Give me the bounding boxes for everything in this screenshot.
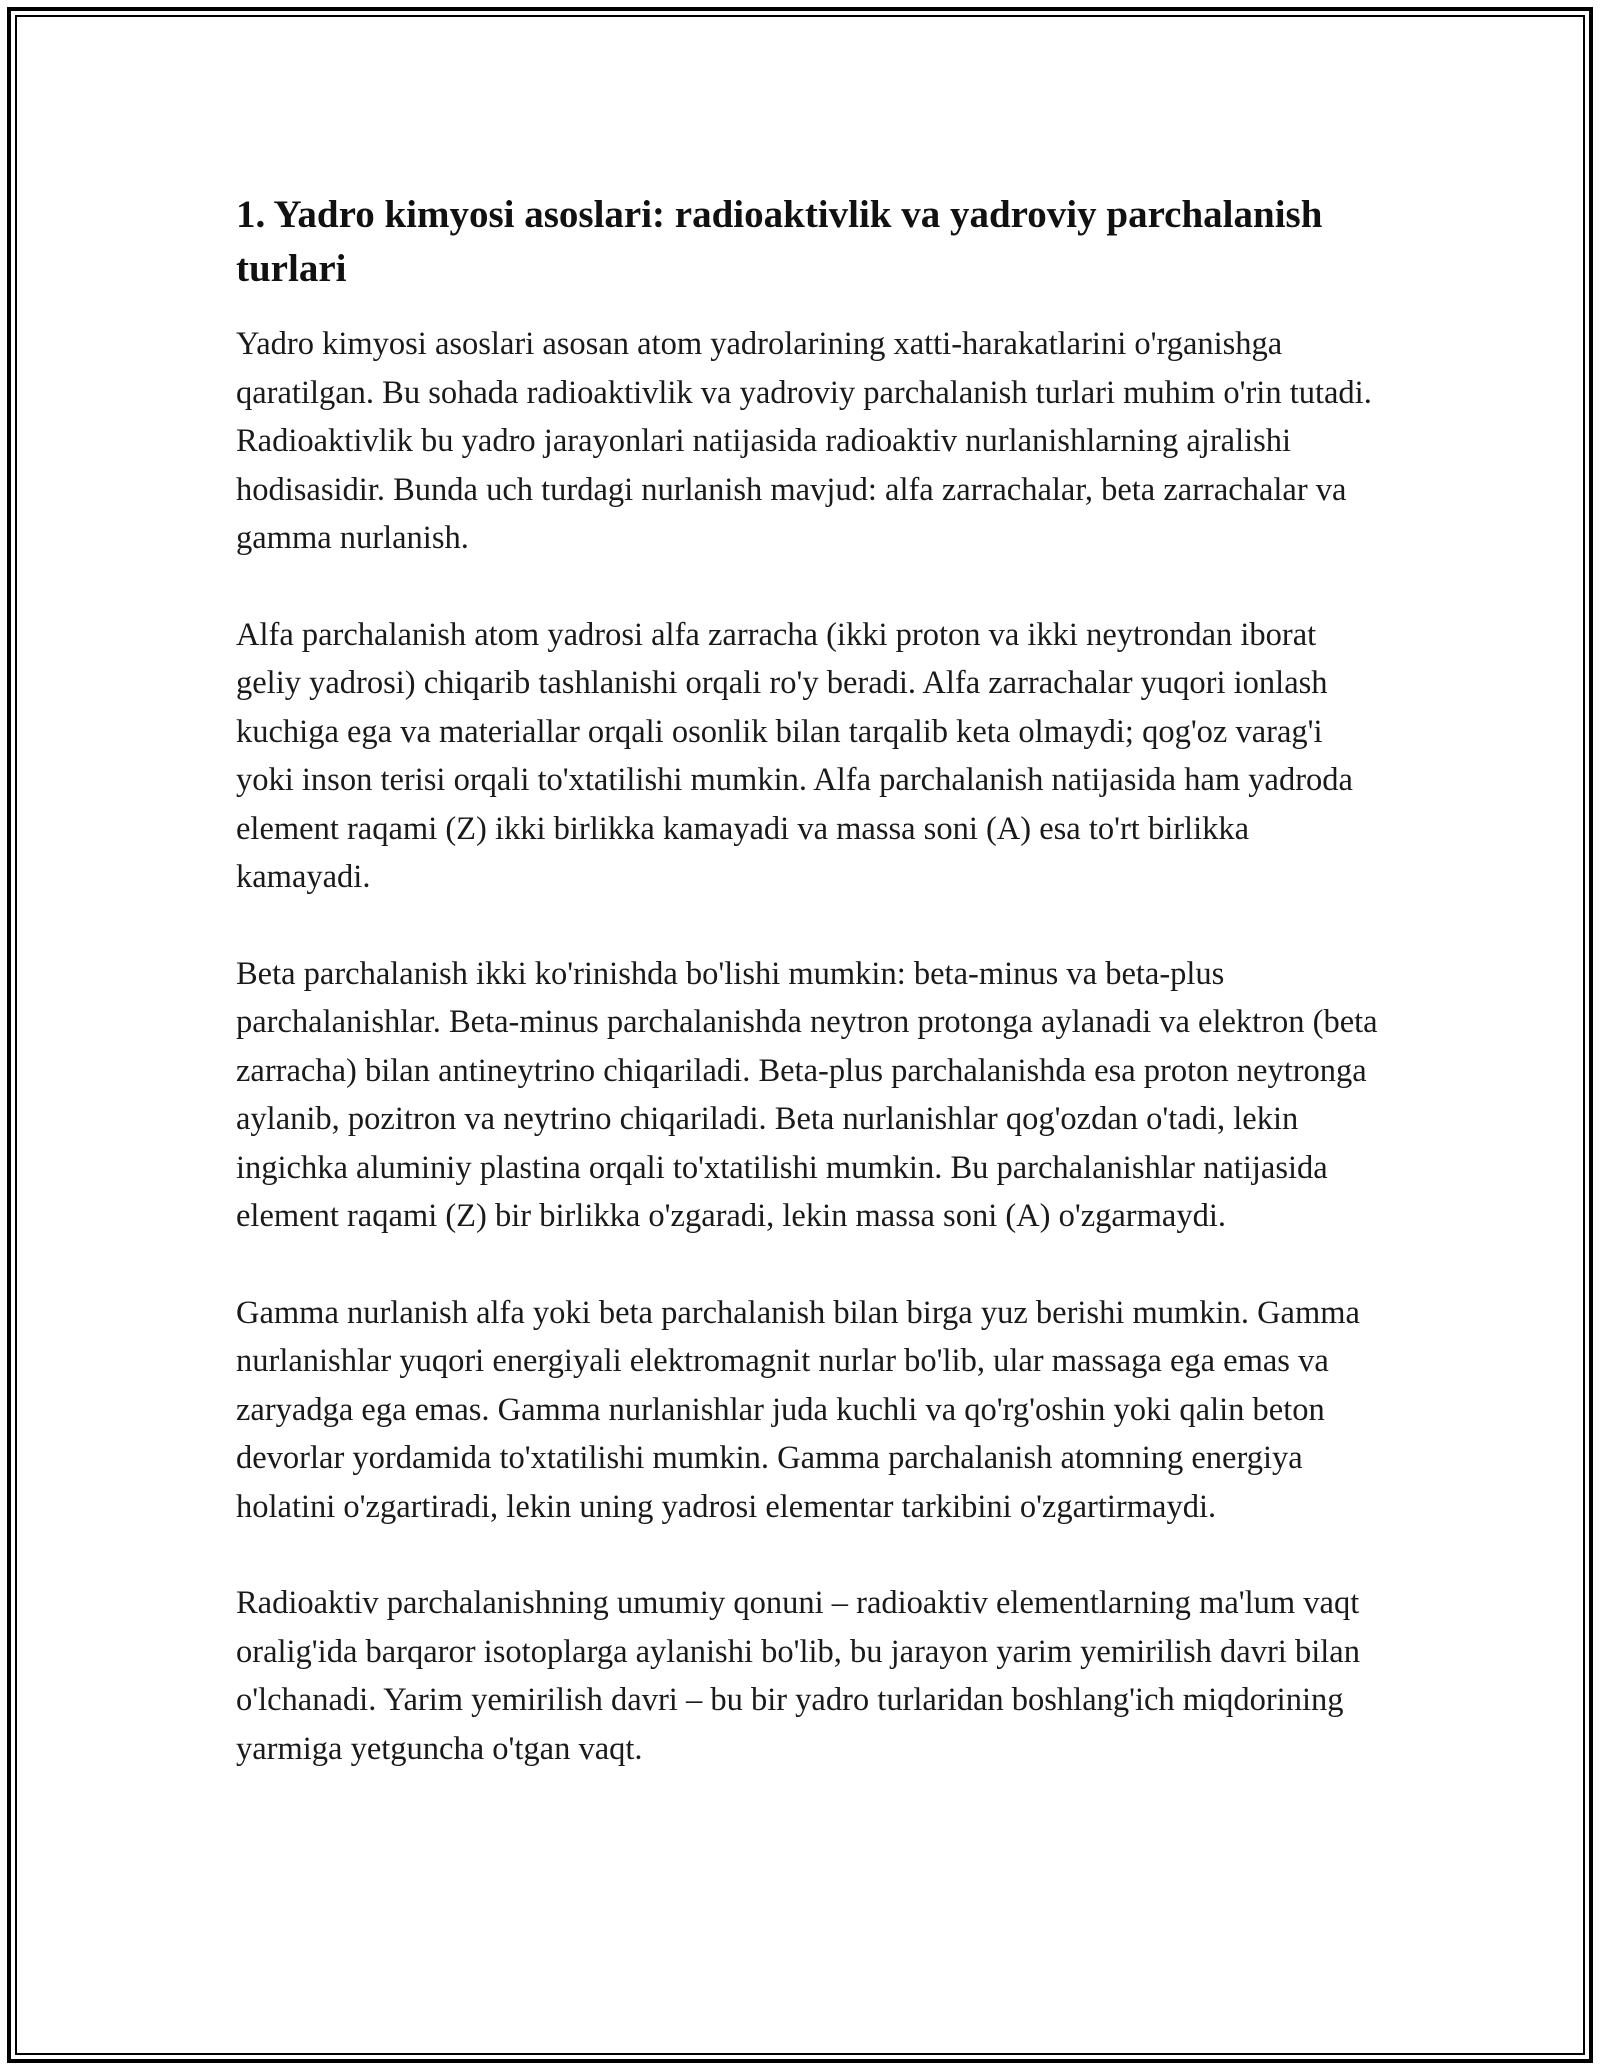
- document-body: [236, 188, 1386, 1821]
- paragraph-beta-decay: Beta parchalanish ikki ko'rinishda bo'lishi mumkin: beta-minus va beta-plus parchalanishlar. Beta-minus parchalanishda neytron protonga aylanadi va elektron (beta zarracha) bilan antineytrino chiqariladi. Beta-plus parchalanishda esa proton neytronga aylanib, pozitron va neytrino chiqariladi. Beta nurlanishlar qog'ozdan o'tadi, lekin ingichka aluminiy plastina orqali to'xtatilishi mumkin. Bu parchalanishlar natijasida element raqami (Z) bir birlikka o'zgaradi, lekin massa soni (A) o'zgarmaydi.: [236, 955, 1378, 1234]
- section-title: 1. Yadro kimyosi asoslari: radioaktivlik va yadroviy parchalanish turlari: [236, 193, 1323, 290]
- paragraph-intro: Yadro kimyosi asoslari asosan atom yadrolarining xatti-harakatlarini o'rganishga qaratilgan. Bu sohada radioaktivlik va yadroviy parchalanish turlari muhim o'rin tutadi. Radioaktivlik bu yadro jarayonlari natijasida radioaktiv nurlanishlarning ajralishi hodisasidir. Bunda uch turdagi nurlanish mavjud: alfa zarrachalar, beta zarrachalar va gamma nurlanish.: [236, 326, 1372, 556]
- paragraph-gamma-radiation: Gamma nurlanish alfa yoki beta parchalanish bilan birga yuz berishi mumkin. Gamma nurlanishlar yuqori energiyali elektromagnit nurlar bo'lib, ular massaga ega emas va zaryadga ega emas. Gamma nurlanishlar juda kuchli va qo'rg'oshin yoki qalin beton devorlar yordamida to'xtatilishi mumkin. Gamma parchalanish atomning energiya holatini o'zgartiradi, lekin uning yadrosi elementar tarkibini o'zgartirmaydi.: [236, 1294, 1360, 1525]
- paragraph-alpha-decay: Alfa parchalanish atom yadrosi alfa zarracha (ikki proton va ikki neytrondan iborat geliy yadrosi) chiqarib tashlanishi orqali ro'y beradi. Alfa zarrachalar yuqori ionlash kuchiga ega va materiallar orqali osonlik bilan tarqalib keta olmaydi; qog'oz varag'i yoki inson terisi orqali to'xtatilishi mumkin. Alfa parchalanish natijasida ham yadroda element raqami (Z) ikki birlikka kamayadi va massa soni (A) esa to'rt birlikka kamayadi.: [236, 616, 1353, 895]
- paragraph-decay-law: Radioaktiv parchalanishning umumiy qonuni – radioaktiv elementlarning ma'lum vaqt oralig'ida barqaror isotoplarga aylanishi bo'lib, bu jarayon yarim yemirilish davri bilan o'lchanadi. Yarim yemirilish davri – bu bir yadro turlaridan boshlang'ich miqdorining yarmiga yetguncha o'tgan vaqt.: [236, 1585, 1360, 1767]
